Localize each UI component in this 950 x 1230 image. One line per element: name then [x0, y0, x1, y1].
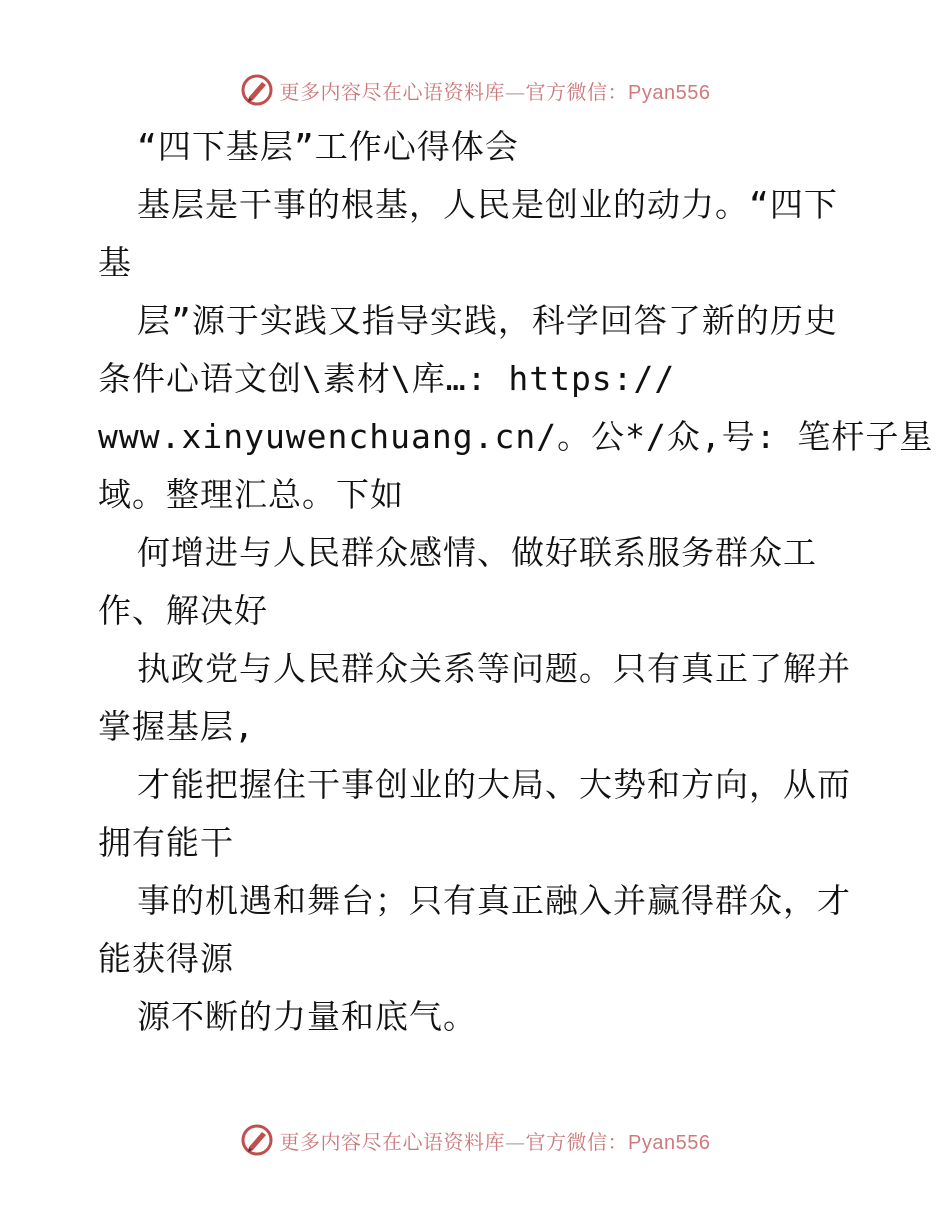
paragraph-line: 源不断的力量和底气。: [137, 997, 477, 1036]
header-banner: [0, 70, 950, 110]
paragraph-line: 能获得源: [98, 939, 234, 978]
paragraph-line: www.xinyuwenchuang.cn/。公*/众,号: 笔杆子星: [98, 417, 934, 456]
paragraph-line: 层”源于实践又指导实践，科学回答了新的历史: [137, 301, 838, 340]
paragraph-line: 执政党与人民群众关系等问题。只有真正了解并: [137, 649, 851, 688]
document-title: “四下基层”工作心得体会: [137, 127, 519, 166]
paragraph-line: 才能把握住干事创业的大局、大势和方向，从而: [137, 765, 851, 804]
banner-wechat-id: Pyan556: [628, 81, 711, 104]
paragraph-line: 条件心语文创\素材\库…: https://: [98, 359, 676, 398]
banner-text: [280, 1126, 711, 1155]
banner-wechat-id: Pyan556: [628, 1131, 711, 1154]
paragraph-line: 掌握基层,: [98, 707, 255, 746]
banner-cn-text: 更多内容尽在心语资料库: [279, 79, 506, 104]
paragraph-line: 基: [98, 243, 132, 282]
pen-logo-icon: [240, 73, 274, 107]
paragraph-line: 拥有能干: [98, 823, 234, 862]
banner-dash: —: [505, 79, 526, 104]
paragraph-line: 事的机遇和舞台；只有真正融入并赢得群众，才: [137, 881, 851, 920]
banner-dash: —: [505, 1129, 526, 1154]
banner-wechat-label: 官方微信：: [525, 1129, 629, 1154]
paragraph-line: 域。整理汇总。下如: [98, 475, 404, 514]
paragraph-line: 基层是干事的根基，人民是创业的动力。“四下: [137, 185, 838, 224]
paragraph-line: 何增进与人民群众感情、做好联系服务群众工: [137, 533, 817, 572]
pen-logo-icon: [240, 1123, 274, 1157]
banner-cn-text: 更多内容尽在心语资料库: [279, 1129, 506, 1154]
banner-text: [280, 76, 711, 105]
banner-wechat-label: 官方微信：: [525, 79, 629, 104]
footer-banner: [0, 1120, 950, 1160]
paragraph-line: 作、解决好: [98, 591, 268, 630]
